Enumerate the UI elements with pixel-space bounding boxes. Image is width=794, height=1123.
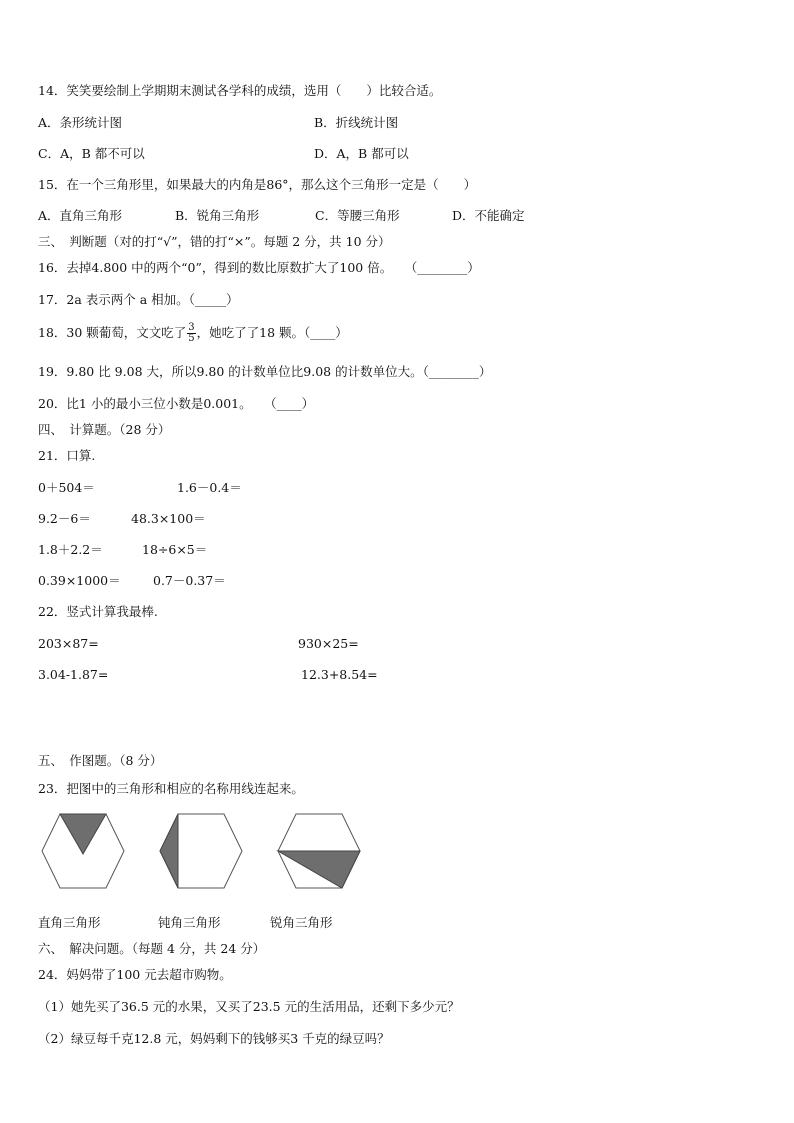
- q15-option-c: C．等腰三角形: [315, 208, 400, 223]
- q14-option-c: C．A，B 都不可以: [38, 146, 145, 161]
- q21-item: 0.7－0.37＝: [153, 573, 226, 588]
- q21-item: 1.6－0.4＝: [177, 480, 242, 495]
- q22-item: 12.3+8.54=: [301, 667, 378, 682]
- q22-item: 203×87=: [38, 636, 99, 651]
- q21-item: 9.2－6＝: [38, 511, 91, 526]
- q14-option-a: A．条形统计图: [38, 115, 123, 130]
- section-5-heading: 五、 作图题。（8 分）: [38, 753, 163, 768]
- q18: [38, 323, 348, 344]
- q17: 17．2a 表示两个 a 相加。（_____）: [38, 292, 239, 307]
- q18-fraction-numerator: 3: [188, 322, 195, 333]
- q21-stem: 21．口算.: [38, 448, 96, 463]
- q24-stem: 24．妈妈带了100 元去超市购物。: [38, 967, 232, 982]
- hexagon-figure-2: [156, 812, 246, 890]
- q18-fraction-denominator: 5: [188, 333, 195, 344]
- triangle-label-right: 直角三角形: [38, 915, 101, 930]
- q15-option-a: A．直角三角形: [38, 208, 123, 223]
- q15-option-d: D．不能确定: [452, 208, 525, 223]
- q15-option-b: B．锐角三角形: [175, 208, 260, 223]
- section-6-heading: 六、 解决问题。（每题 4 分，共 24 分）: [38, 941, 266, 956]
- shaded-triangle: [160, 814, 178, 888]
- q21-item: 1.8＋2.2＝: [38, 542, 103, 557]
- q14-stem: 14．笑笑要绘制上学期期末测试各学科的成绩，选用（ ）比较合适。: [38, 83, 442, 98]
- q21-item: 18÷6×5＝: [142, 542, 208, 557]
- q18-text-before: 18．30 颗葡萄，文文吃了: [38, 325, 187, 340]
- q19: 19．9.80 比 9.08 大，所以9.80 的计数单位比9.08 的计数单位大。（________）: [38, 364, 492, 379]
- q20: 20．比1 小的最小三位小数是0.001。 （____）: [38, 396, 315, 411]
- section-4-heading: 四、 计算题。（28 分）: [38, 422, 171, 437]
- q22-item: 930×25=: [298, 636, 359, 651]
- q23-stem: 23．把图中的三角形和相应的名称用线连起来。: [38, 781, 304, 796]
- triangle-label-acute: 锐角三角形: [270, 915, 333, 930]
- triangle-label-obtuse: 钝角三角形: [158, 915, 221, 930]
- hexagon-figure-3: [274, 812, 364, 890]
- q24-part-2: （2）绿豆每千克12.8 元，妈妈剩下的钱够买3 千克的绿豆吗？: [38, 1031, 390, 1046]
- q14-option-d: D．A，B 都可以: [314, 146, 409, 161]
- q16: 16．去掉4.800 中的两个“0”，得到的数比原数扩大了100 倍。 （________）: [38, 260, 480, 275]
- q24-part-1: （1）她先买了36.5 元的水果，又买了23.5 元的生活用品，还剩下多少元？: [38, 999, 460, 1014]
- q18-text-after: ，她吃了了18 颗。（____）: [196, 325, 348, 340]
- hexagon-figure-1: [38, 812, 128, 890]
- q18-fraction: [187, 323, 195, 344]
- q22-item: 3.04-1.87=: [38, 667, 109, 682]
- q15-stem: 15．在一个三角形里，如果最大的内角是86°，那么这个三角形一定是（ ）: [38, 177, 477, 192]
- q21-item: 48.3×100＝: [131, 511, 206, 526]
- q14-option-b: B．折线统计图: [314, 115, 399, 130]
- q22-stem: 22．竖式计算我最棒.: [38, 604, 158, 619]
- q21-item: 0.39×1000＝: [38, 573, 121, 588]
- section-3-heading: 三、 判断题（对的打“√”，错的打“×”。每题 2 分，共 10 分）: [38, 234, 391, 249]
- q21-item: 0＋504＝: [38, 480, 95, 495]
